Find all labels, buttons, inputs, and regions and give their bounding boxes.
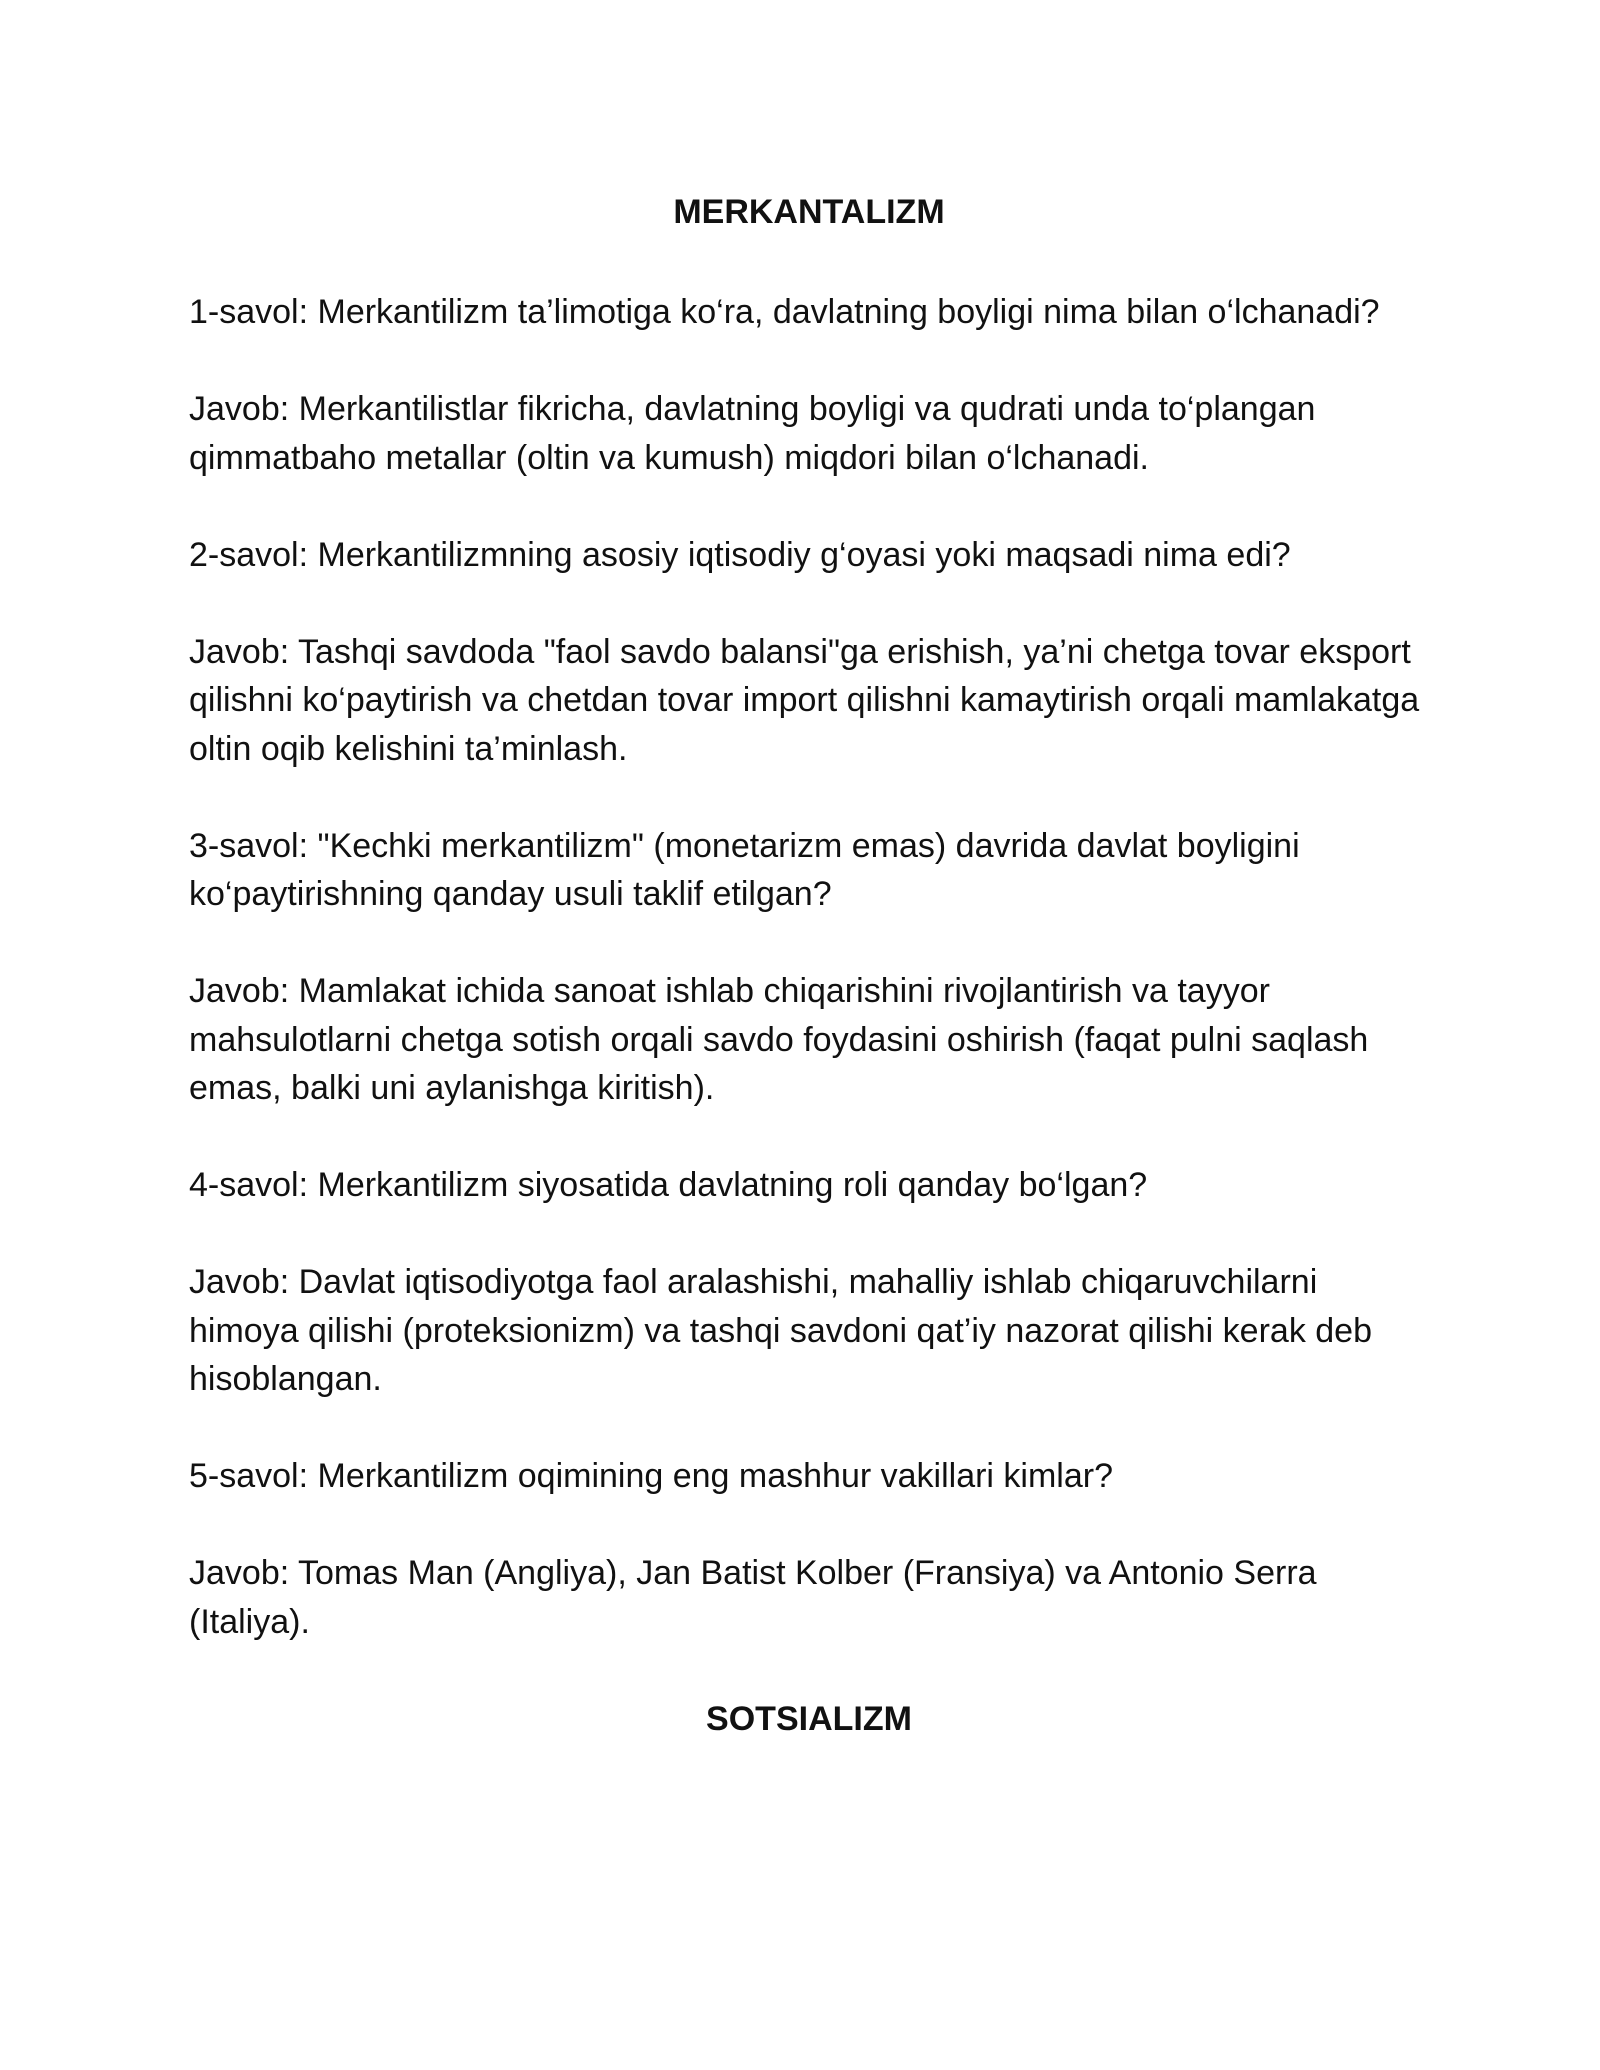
answer-3: Javob: Mamlakat ichida sanoat ishlab chiqarishini rivojlantirish va tayyor mahsulotlarni chetga sotish orqali savdo foydasini oshirish (faqat pulni saqlash emas, balki uni aylanishga kiritish). [189, 972, 1369, 1107]
question-5: 5-savol: Merkantilizm oqimining eng mashhur vakillari kimlar? [189, 1457, 1113, 1495]
answer-5: Javob: Tomas Man (Angliya), Jan Batist Kolber (Fransiya) va Antonio Serra (Italiya). [189, 1554, 1317, 1641]
section-title-sotsializm: SOTSIALIZM [706, 1699, 912, 1738]
qa-list [189, 288, 1429, 1646]
section-title-merkantalizm: MERKANTALIZM [673, 193, 945, 231]
question-3: 3-savol: "Kechki merkantilizm" (monetarizm emas) davrida davlat boyligini ko‘paytirishning qanday usuli taklif etilgan? [189, 826, 1300, 913]
question-1: 1-savol: Merkantilizm ta’limotiga ko‘ra, davlatning boyligi nima bilan o‘lchanadi? [189, 293, 1380, 331]
document-content [189, 188, 1429, 1743]
question-4: 4-savol: Merkantilizm siyosatida davlatning roli qanday bo‘lgan? [189, 1166, 1148, 1204]
answer-1: Javob: Merkantilistlar fikricha, davlatning boyligi va qudrati unda to‘plangan qimmatbaho metallar (oltin va kumush) miqdori bilan o‘lchanadi. [189, 390, 1316, 477]
question-2: 2-savol: Merkantilizmning asosiy iqtisodiy g‘oyasi yoki maqsadi nima edi? [189, 535, 1291, 574]
answer-2: Javob: Tashqi savdoda "faol savdo balansi"ga erishish, ya’ni chetga tovar eksport qilishni ko‘paytirish va chetdan tovar import qilishni kamaytirish orqali mamlakatga oltin oqib kelishini ta’minlash. [189, 632, 1420, 768]
answer-4: Javob: Davlat iqtisodiyotga faol aralashishi, mahalliy ishlab chiqaruvchilarni himoya qilishi (proteksionizm) va tashqi savdoni qat’iy nazorat qilishi kerak deb hisoblangan. [189, 1263, 1372, 1398]
